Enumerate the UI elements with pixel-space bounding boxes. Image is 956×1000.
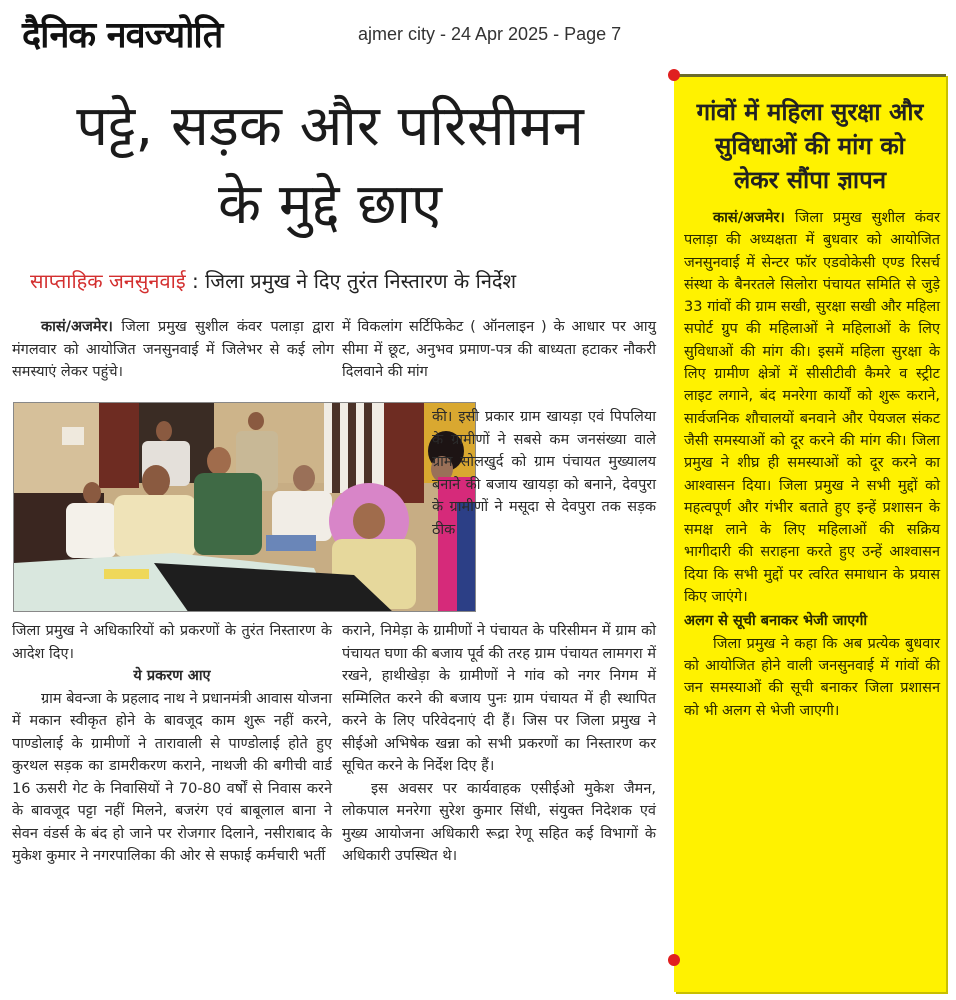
subhead-text: जिला प्रमुख ने दिए तुरंत निस्तारण के निर्देश [205, 269, 517, 293]
story-col-b-para1: कराने, निमेड़ा के ग्रामीणों ने पंचायत के परिसीमन में ग्राम को पंचायत घणा की बजाय पूर्व की तरह ग्राम पंचायत लामगरा में रखने, हाथीखेड़ा के ग्रामीणों ने गांव को नगर निगम में सम्मिलित करने की बजाय पुनः ग्राम पंचायत में ही स्थापित करने के लिए परिवेदनाएं दी हैं। जिस पर जिला प्रमुख ने सीईओ अभिषेक खन्ना को सभी प्रकरणों का निस्तारण कर सूचित करने के निर्देश दिए हैं। [342, 623, 656, 774]
story-column-b-top [342, 316, 656, 384]
subhead-kicker: साप्ताहिक जनसुनवाई [30, 269, 186, 293]
story-col-a-para1: जिला प्रमुख ने अधिकारियों को प्रकरणों के तुरंत निस्तारण के आदेश दिए। [12, 623, 332, 662]
main-headline [0, 88, 660, 244]
story-col-a-para2: ग्राम बेवन्जा के प्रहलाद नाथ ने प्रधानमंत्री आवास योजना में मकान स्वीकृत होने के बावजूद काम शुरू नहीं करने, पाण्डोलाई के ग्रामीणों ने तारावाली से पाण्डोलाई होते हुए कुरथल सड़क का डामरीकरण कराने, नाथजी की बगीची वार्ड 16 ऊसरी गेट के निवासियों ने 70-80 वर्षों से निवास करने के बावजूद पट्टा नहीं मिलने, बजरंग एवं बाबूलाल बाना ने सेवन वंडर्स के बंद हो जाने पर रोजगार दिलाने, नसीराबाद के मुकेश कुमार ने नगरपालिका की ओर से सफाई कर्मचारी भर्ती [12, 690, 332, 864]
sidebar-dateline: कासं/अजमेर। [713, 210, 785, 226]
story-col-b-para2: इस अवसर पर कार्यवाहक एसीईओ मुकेश जैमन, लोकपाल मनरेगा सुरेश कुमार सिंधी, संयुक्त निदेशक एवं मुख्य आयोजना अधिकारी रूद्रा रेणू सहित कई विभागों के अधिकारी उपस्थित थे। [342, 780, 656, 864]
headline-line-2: के मुद्दे छाए [218, 172, 442, 237]
newspaper-masthead: दैनिक नवज्योति [22, 15, 223, 56]
story-column-b [342, 620, 656, 868]
section-heading: ये प्रकरण आए [133, 668, 211, 684]
story-intro-text: जिला प्रमुख सुशील कंवर पलाड़ा द्वारा मंगलवार को आयोजित जनसुनवाई में जिलेभर से कई लोग समस्याएं लेकर पहुंचे। [12, 319, 335, 380]
sub-headline [30, 266, 650, 296]
highlighted-sidebar-story [674, 74, 946, 992]
headline-line-1: पट्टे, सड़क और परिसीमन [76, 94, 584, 159]
sidebar-subheading: अलग से सूची बनाकर भेजी जाएगी [684, 613, 868, 630]
sidebar-headline-line-1: गांवों में महिला सुरक्षा और [696, 98, 924, 126]
sidebar-headline [674, 95, 946, 197]
sidebar-body [684, 207, 940, 722]
story-intro [12, 316, 334, 384]
subhead-separator: : [192, 269, 199, 293]
sidebar-para2: जिला प्रमुख ने कहा कि अब प्रत्येक बुधवार को आयोजित होने वाली जनसुनवाई में गांवों की जन समस्याओं की सूची बनाकर जिला प्रशासन को भी अलग से भेजी जाएगी। [684, 635, 940, 719]
story-column-b-wrap [432, 406, 656, 541]
marker-dot-icon [668, 954, 680, 966]
story-column-a [12, 620, 332, 868]
story-col-b-top-text: में विकलांग सर्टिफिकेट ( ऑनलाइन ) के आधार पर आयु सीमा में छूट, अनुभव प्रमाण-पत्र की बाध्यता हटाकर नौकरी दिलवाने की मांग [342, 319, 656, 380]
photo-illustration [14, 403, 476, 612]
news-photo [13, 402, 476, 612]
edition-info: ajmer city - 24 Apr 2025 - Page 7 [358, 24, 622, 44]
sidebar-headline-line-3: लेकर सौंपा ज्ञापन [733, 166, 887, 194]
story-dateline: कासं/अजमेर। [41, 319, 113, 335]
sidebar-headline-line-2: सुविधाओं की मांग को [715, 132, 905, 160]
story-col-b-wrap-text: की। इसी प्रकार ग्राम खायड़ा एवं पिपलिया के ग्रामीणों ने सबसे कम जनसंख्या वाले ग्राम सोलखुर्द को ग्राम पंचायत मुख्यालय बनाने की बजाय खायड़ा को बनाने, देवपुरा के ग्रामीणों ने मसूदा से देवपुरा तक सड़क ठीक [432, 409, 656, 538]
marker-dot-icon [668, 69, 680, 81]
sidebar-para1: जिला प्रमुख सुशील कंवर पलाड़ा की अध्यक्षता में बुधवार को आयोजित जनसुनवाई में सेन्टर फॉर एडवोकेसी एण्ड रिसर्च संस्था के बैनरतले सिलोरा पंचायत समिति से जुड़े 33 गांवों की ग्राम सखी, सुरक्षा सखी और महिला सपोर्ट ग्रुप की महिलाओं ने महिलाओं के लिए सुविधाओं की मांग की। इसमें महिला सुरक्षा के लिए ग्रामीण क्षेत्रों में सीसीटीवी कैमरे व स्ट्रीट लाइट लगाने, बंद मनरेगा कार्यों को शुरू कराने, सार्वजनिक शौचालयों बनवाने और पेयजल संकट जैसी समस्याओं को दूर करने की मांग की। जिला प्रमुख ने शीघ्र ही समस्याओं को दूर करने का आश्वासन दिया। जिला प्रमुख ने सभी मुद्दों को महत्वपूर्ण और गंभीर बताते हुए इन्हें प्रशासन के समक्ष लाने के लिए महिलाओं की सक्रिय भागीदारी की सराहना करते हुए उन्हें आश्वासन दिया कि सभी मुद्दों पर त्वरित समाधान के प्रयास किए जाएंगे। [684, 210, 940, 606]
